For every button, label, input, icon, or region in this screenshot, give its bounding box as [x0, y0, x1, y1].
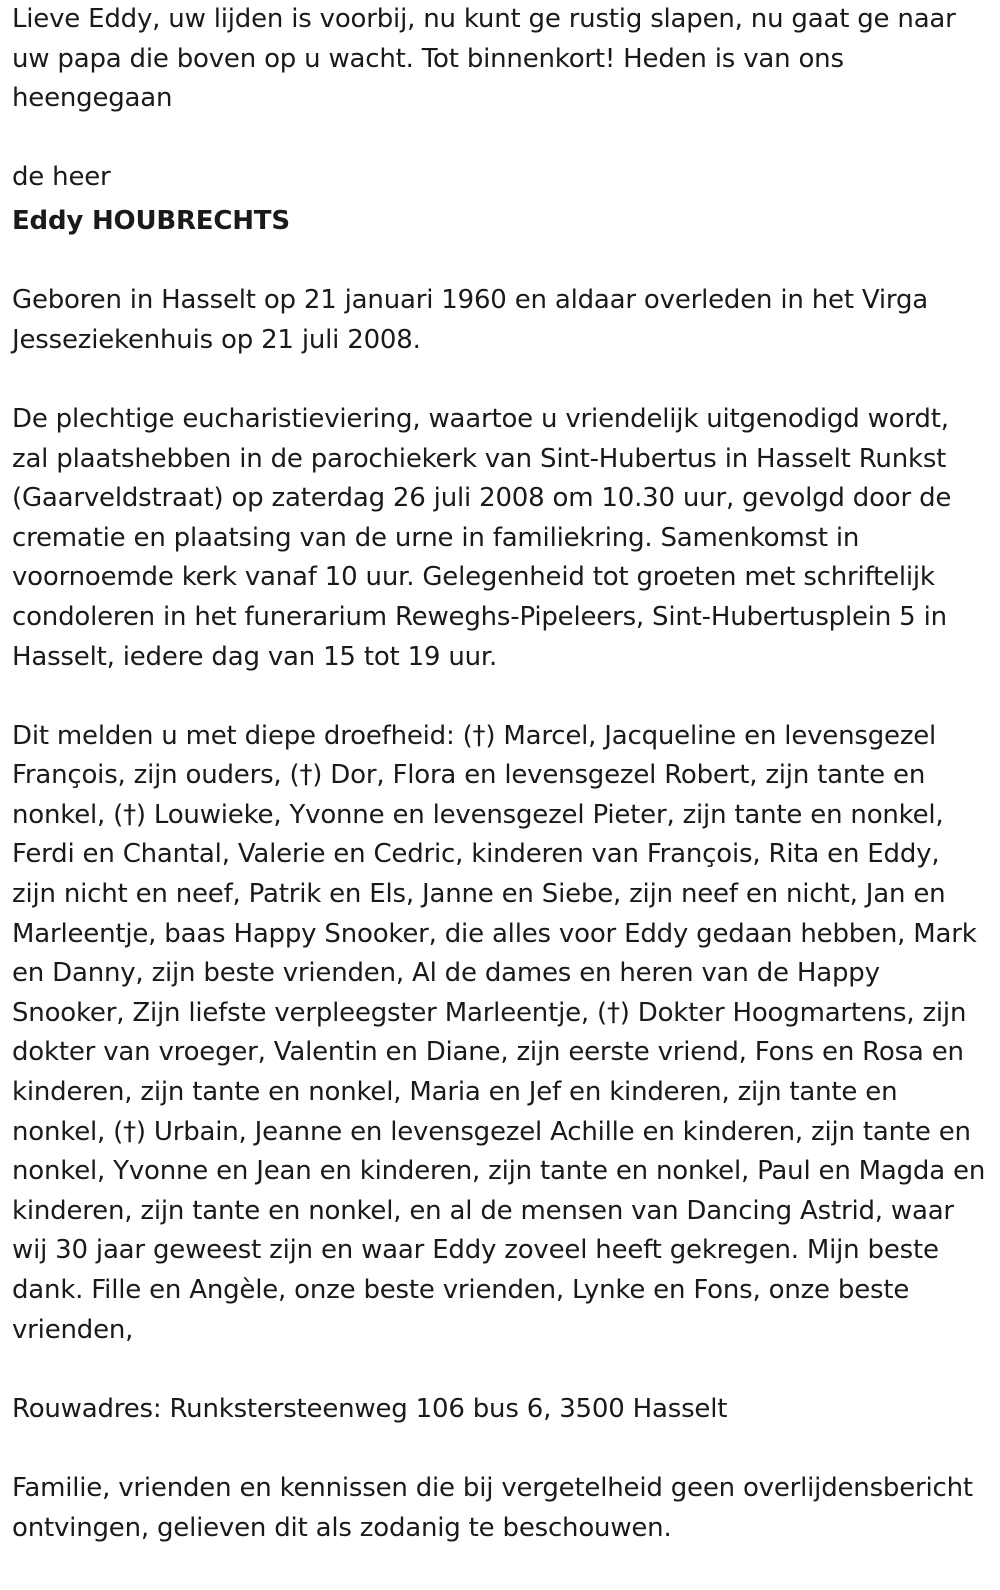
deceased-name: Eddy HOUBRECHTS	[12, 205, 290, 236]
spacer	[12, 360, 988, 400]
spacer	[12, 1350, 988, 1390]
spacer	[12, 242, 988, 282]
mourners-text: Dit melden u met diepe droefheid: (†) Marcel, Jacqueline en levensgezel François, zijn ouders, (†) Dor, Flora en levensgezel Robert, zijn tante en nonkel, (†) Louwieke, Yvonne en levensgezel Pieter, zijn tante en nonkel, Ferdi en Chantal, Valerie en Cedric, kinderen van François, Rita en Eddy, zijn nicht en neef, Patrik en Els, Janne en Siebe, zijn neef en nicht, Jan en Marleentje, baas Happy Snooker, die alles voor Eddy gedaan hebben, Mark en Danny, zijn beste vrienden, Al de dames en heren van de Happy Snooker, Zijn liefste verpleegster Marleentje, (†) Dokter Hoogmartens, zijn dokter van vroeger, Valentin en Diane, zijn eerste vriend, Fons en Rosa en kinderen, zijn tante en nonkel, Maria en Jef en kinderen, zijn tante en nonkel, (†) Urbain, Jeanne en levensgezel Achille en kinderen, zijn tante en nonkel, Yvonne en Jean en kinderen, zijn tante en nonkel, Paul en Magda en kinderen, zijn tante en nonkel, en al de mensen van Dancing Astrid, waar wij 30 jaar geweest zijn en waar Eddy zoveel heeft gekregen. Mijn beste dank. Fille en Angèle, onze beste vrienden, Lynke en Fons, onze beste vrienden,	[12, 720, 986, 1345]
birth-death-text: Geboren in Hasselt op 21 januari 1960 en aldaar overleden in het Virga Jesseziekenhuis op 21 juli 2008.	[12, 285, 928, 355]
closing-text: Familie, vrienden en kennissen die bij vergetelheid geen overlijdensbericht ontvingen, gelieven dit als zodanig te beschouwen.	[12, 1472, 973, 1543]
mourning-address: Rouwadres: Runkstersteenweg 106 bus 6, 3500 Hasselt	[12, 1393, 728, 1424]
intro-text: Lieve Eddy, uw lijden is voorbij, nu kunt ge rustig slapen, nu gaat ge naar uw papa die boven op u wacht. Tot binnenkort! Heden is van ons heengegaan	[12, 4, 956, 114]
spacer	[12, 119, 988, 159]
ceremony-text: De plechtige eucharistieviering, waartoe u vriendelijk uitgenodigd wordt, zal plaatshebben in de parochiekerk van Sint-Hubertus in Hasselt Runkst (Gaarveldstraat) op zaterdag 26 juli 2008 om 10.30 uur, gevolgd door de crematie en plaatsing van de urne in familiekring. Samenkomst in voornoemde kerk vanaf 10 uur. Gelegenheid tot groeten met schriftelijk condoleren in het funerarium Reweghs-Pipeleers, Sint-Hubertusplein 5 in Hasselt, iedere dag van 15 tot 19 uur.	[12, 403, 952, 672]
spacer	[12, 677, 988, 717]
title-prefix: de heer	[12, 162, 111, 193]
spacer	[12, 1429, 988, 1469]
